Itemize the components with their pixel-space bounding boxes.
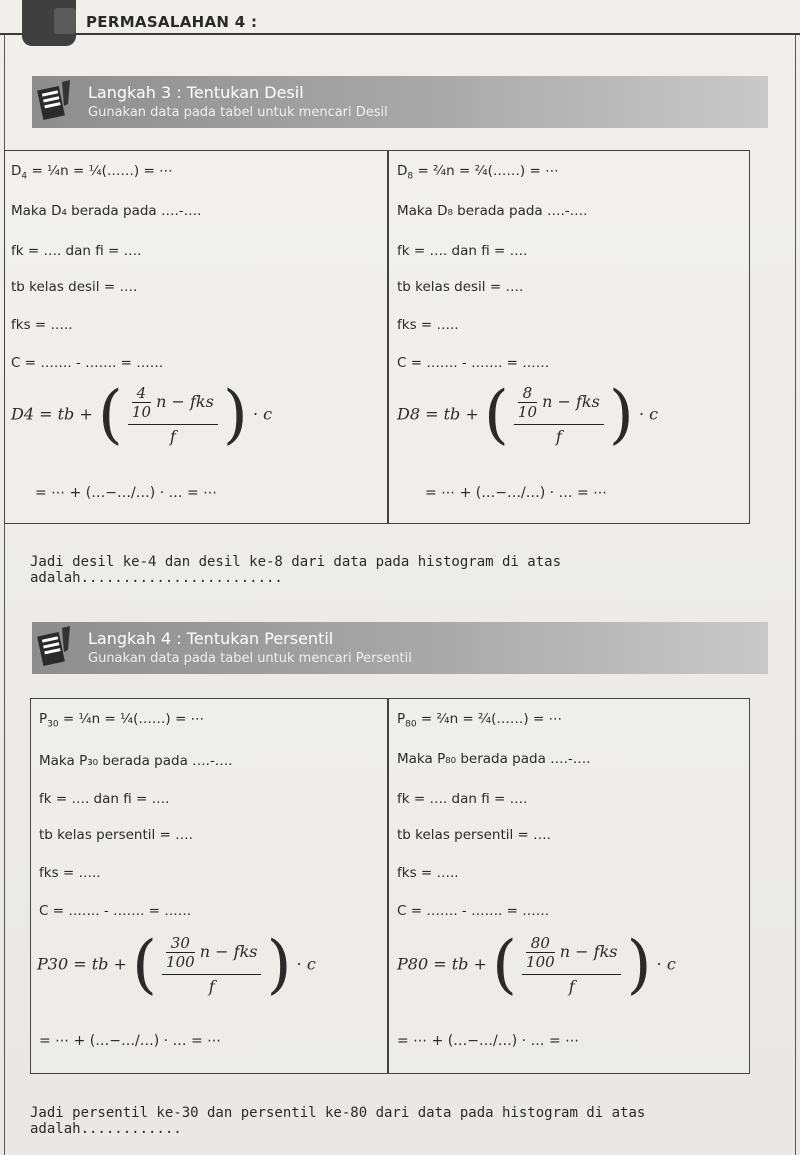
d8-ratio-num: 8 (518, 384, 537, 403)
p80-rest: = ²⁄₄n = ²⁄₄(……) = ⋯ (420, 711, 563, 727)
notebook-pencil-icon (36, 624, 80, 670)
d8-formula (397, 163, 559, 182)
p30-location: Maka P₃₀ berada pada ….-…. (39, 753, 233, 769)
d4-rest: = ¼n = ¼(……) = ⋯ (31, 163, 173, 179)
p80-result-line: = ⋯ + (…−…/…) · … = ⋯ (397, 1033, 580, 1049)
p80-main-fraction (522, 934, 621, 996)
open-paren: ( (491, 928, 517, 1002)
p30-fks-line: fks = ….. (39, 865, 101, 881)
d8-denominator: f (555, 427, 562, 446)
step4-banner (32, 622, 768, 674)
d8-ratio (518, 384, 537, 421)
d8-mult: · c (638, 404, 659, 424)
p30-mult: · c (296, 954, 316, 974)
close-paren: ) (626, 928, 652, 1002)
step4-subtitle: Gunakan data pada tabel untuk mencari Persentil (88, 651, 412, 666)
close-paren: ) (608, 378, 634, 452)
p30-numerator (162, 934, 261, 975)
step3-table (4, 150, 750, 524)
d4-label: D (11, 163, 22, 179)
step3-banner (32, 76, 768, 128)
p80-lhs: P80 = tb + (397, 954, 487, 974)
step3-title: Langkah 3 : Tentukan Desil (88, 83, 304, 102)
d4-ratio-num: 4 (132, 384, 151, 403)
d4-ratio-den: 10 (131, 403, 151, 421)
problem-badge (22, 0, 76, 46)
d8-tail: n − fks (542, 392, 600, 411)
open-paren: ( (131, 928, 157, 1002)
d4-location: Maka D₄ berada pada ….-…. (11, 203, 202, 219)
d8-fk-line: fk = …. dan fi = …. (397, 243, 528, 259)
p30-ratio-den: 100 (166, 953, 195, 971)
p30-denominator: f (208, 977, 215, 996)
d4-fks-line: fks = ….. (11, 317, 73, 333)
d8-location: Maka D₈ berada pada ….-…. (397, 203, 588, 219)
header-rule (0, 33, 800, 35)
d8-big-formula (397, 378, 659, 452)
d8-fks-line: fks = ….. (397, 317, 459, 333)
d4-lhs: D4 = tb + (11, 404, 93, 424)
close-paren: ) (266, 928, 292, 1002)
p30-ratio (166, 934, 195, 971)
column-divider (387, 699, 389, 1073)
p30-fk-line: fk = …. dan fi = …. (39, 791, 170, 807)
p80-denominator: f (568, 977, 575, 996)
d8-tb-line: tb kelas desil = …. (397, 279, 524, 295)
p80-location: Maka P₈₀ berada pada ….-…. (397, 751, 591, 767)
d4-sub: 4 (21, 171, 28, 182)
p80-ratio-num: 80 (526, 934, 555, 953)
d4-tb-line: tb kelas desil = …. (11, 279, 138, 295)
p30-result-line: = ⋯ + (…−…/…) · … = ⋯ (39, 1033, 222, 1049)
p80-fks-line: fks = ….. (397, 865, 459, 881)
p80-tail: n − fks (559, 942, 618, 961)
d4-fk-line: fk = …. dan fi = …. (11, 243, 142, 259)
step4-conclusion: Jadi persentil ke-30 dan persentil ke-80 dari data pada histogram di atas adalah............ (30, 1105, 646, 1137)
p80-sub: 80 (405, 719, 417, 730)
p80-formula (397, 711, 562, 730)
d8-numerator (514, 384, 604, 425)
step4-table (30, 698, 750, 1074)
d8-c-line: C = ……. - ……. = …… (397, 355, 550, 371)
d8-label: D (397, 163, 408, 179)
d8-ratio-den: 10 (517, 403, 537, 421)
d4-mult: · c (252, 404, 273, 424)
p80-mult: · c (656, 954, 676, 974)
p80-ratio (526, 934, 555, 971)
problem-title: PERMASALAHAN 4 : (82, 13, 261, 31)
p80-c-line: C = ……. - ……. = …… (397, 903, 550, 919)
p30-ratio-num: 30 (166, 934, 195, 953)
open-paren: ( (97, 378, 123, 452)
p80-tb-line: tb kelas persentil = …. (397, 827, 551, 843)
step4-title: Langkah 4 : Tentukan Persentil (88, 629, 334, 648)
d4-result-line: = ⋯ + (…−…/…) · … = ⋯ (35, 485, 218, 501)
p30-tb-line: tb kelas persentil = …. (39, 827, 193, 843)
p80-fk-line: fk = …. dan fi = …. (397, 791, 528, 807)
d4-big-formula (11, 378, 273, 452)
p30-lhs: P30 = tb + (37, 954, 127, 974)
p30-sub: 30 (47, 719, 59, 730)
d4-c-line: C = ……. - ……. = …… (11, 355, 164, 371)
p30-rest: = ¼n = ¼(……) = ⋯ (62, 711, 205, 727)
p30-c-line: C = ……. - ……. = …… (39, 903, 192, 919)
d4-formula (11, 163, 173, 182)
notebook-pencil-icon (36, 78, 80, 124)
d4-denominator: f (169, 427, 176, 446)
close-paren: ) (222, 378, 248, 452)
p30-big-formula (37, 928, 316, 1002)
d8-rest: = ²⁄₄n = ²⁄₄(……) = ⋯ (417, 163, 559, 179)
d4-main-fraction (128, 384, 218, 446)
d8-result-line: = ⋯ + (…−…/…) · … = ⋯ (425, 485, 608, 501)
d4-numerator (128, 384, 218, 425)
d8-lhs: D8 = tb + (397, 404, 479, 424)
open-paren: ( (483, 378, 509, 452)
p30-formula (39, 711, 204, 730)
p80-numerator (522, 934, 621, 975)
p80-label: P (397, 711, 406, 727)
column-divider (387, 151, 389, 523)
step3-subtitle: Gunakan data pada tabel untuk mencari Desil (88, 105, 388, 120)
p30-main-fraction (162, 934, 261, 996)
p30-label: P (39, 711, 48, 727)
right-border (795, 35, 796, 1155)
p80-ratio-den: 100 (526, 953, 555, 971)
badge-tab-icon (54, 8, 76, 34)
d8-main-fraction (514, 384, 604, 446)
d8-sub: 8 (407, 171, 414, 182)
p80-big-formula (397, 928, 676, 1002)
d4-tail: n − fks (156, 392, 214, 411)
step3-conclusion: Jadi desil ke-4 dan desil ke-8 dari data pada histogram di atas adalah........................ (30, 554, 562, 586)
d4-ratio (132, 384, 151, 421)
p30-tail: n − fks (199, 942, 258, 961)
